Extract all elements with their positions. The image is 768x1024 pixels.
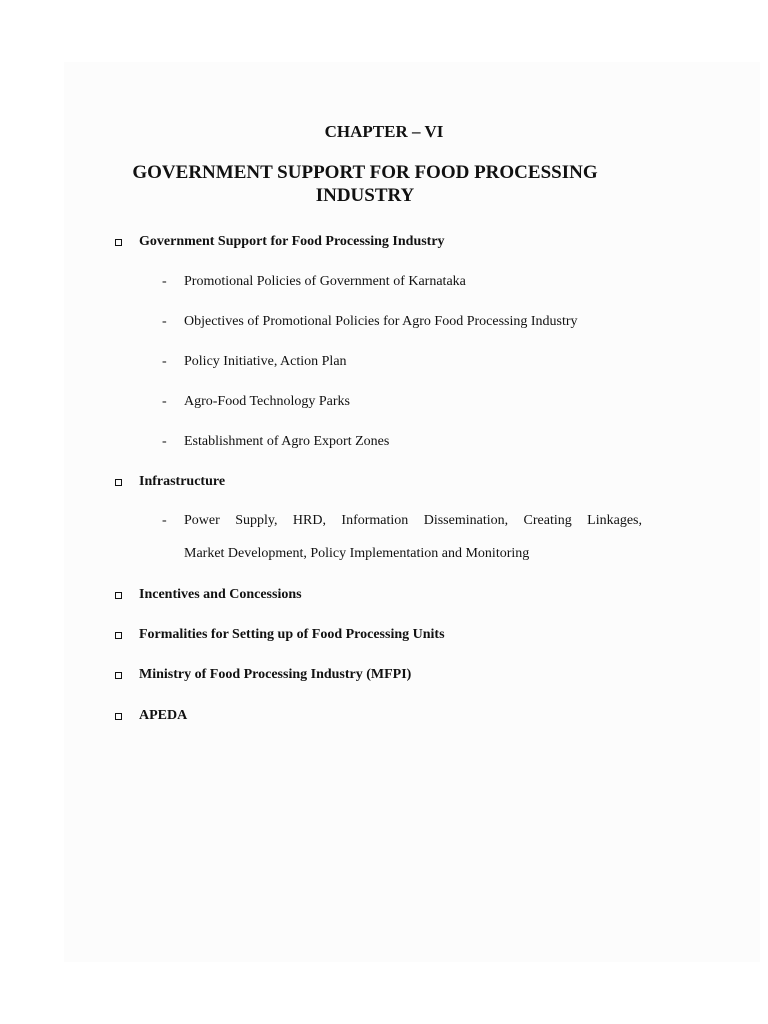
dash-marker: - <box>162 394 167 409</box>
list-item-label-continued: Market Development, Policy Implementation and Monitoring <box>184 546 530 561</box>
list-item-label: Establishment of Agro Export Zones <box>184 434 390 449</box>
section-heading <box>115 587 302 603</box>
dash-marker: - <box>162 513 167 528</box>
list-item <box>162 394 350 410</box>
dash-marker: - <box>162 354 167 369</box>
square-bullet-icon <box>115 672 122 679</box>
list-item <box>162 314 578 330</box>
square-bullet-icon <box>115 239 122 246</box>
section-heading-label: Ministry of Food Processing Industry (MFPI) <box>139 667 412 682</box>
list-item <box>162 434 389 450</box>
chapter-number: CHAPTER – VI <box>324 122 444 141</box>
list-item-label: Power Supply, HRD, Information Dissemination, Creating Linkages, <box>184 513 642 528</box>
dash-marker: - <box>162 274 167 289</box>
section-heading-label: Infrastructure <box>139 474 226 489</box>
list-item-label: Promotional Policies of Government of Karnataka <box>184 274 466 289</box>
section-heading <box>115 667 411 683</box>
section-heading <box>115 234 445 250</box>
list-item-label: Policy Initiative, Action Plan <box>184 354 347 369</box>
section-heading-label: APEDA <box>139 708 188 723</box>
square-bullet-icon <box>115 479 122 486</box>
section-heading-label: Incentives and Concessions <box>139 587 302 602</box>
section-heading-label: Formalities for Setting up of Food Processing Units <box>139 627 445 642</box>
dash-marker: - <box>162 434 167 449</box>
square-bullet-icon <box>115 592 122 599</box>
list-item-label: Objectives of Promotional Policies for Agro Food Processing Industry <box>184 314 578 329</box>
section-heading <box>115 627 445 643</box>
section-heading-label: Government Support for Food Processing Industry <box>139 234 445 249</box>
list-item-label: Agro-Food Technology Parks <box>184 394 350 409</box>
square-bullet-icon <box>115 713 122 720</box>
chapter-title: GOVERNMENT SUPPORT FOR FOOD PROCESSING INDUSTRY <box>132 162 598 206</box>
list-item <box>162 513 642 562</box>
section-heading <box>115 474 225 490</box>
list-item <box>162 274 466 290</box>
square-bullet-icon <box>115 632 122 639</box>
section-heading <box>115 708 187 724</box>
dash-marker: - <box>162 314 167 329</box>
list-item <box>162 354 347 370</box>
